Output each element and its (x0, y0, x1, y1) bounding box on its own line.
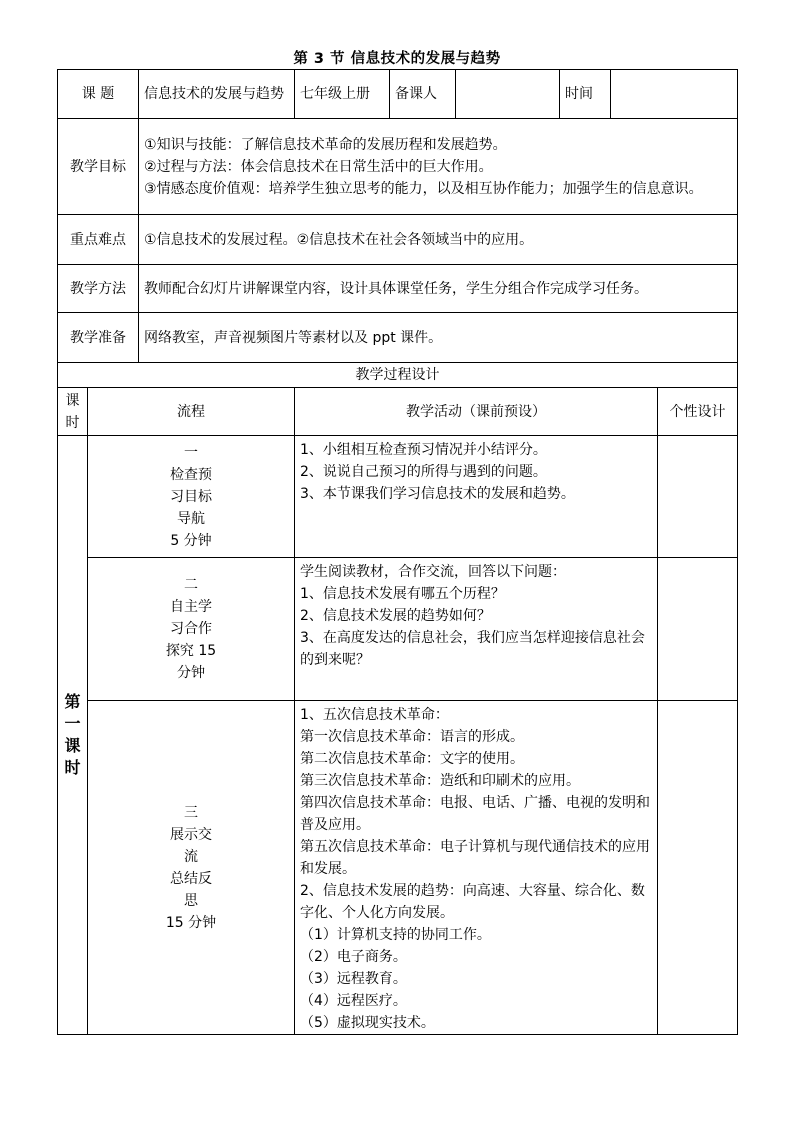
activity-line: 1、小组相互检查预习情况并小结评分。 (300, 442, 547, 458)
step-activity (295, 701, 658, 1035)
activity-line: 第四次信息技术革命：电报、电话、广播、电视的发明和普及应用。 (300, 795, 651, 833)
column-header-row (58, 388, 738, 436)
activity-line: （1）计算机支持的协同工作。 (300, 927, 491, 943)
step-personal (658, 558, 738, 701)
activity-line: （5）虚拟现实技术。 (300, 1015, 435, 1031)
activity-line: 2、信息技术发展的趋势如何？ (300, 608, 491, 624)
step-flow: 三 展示交 流 总结反 思 15 分钟 (88, 701, 295, 1035)
activity-line: （4）远程医疗。 (300, 993, 407, 1009)
objectives-content (139, 119, 738, 215)
key-points-row (58, 215, 738, 265)
period-label: 第一课时 (58, 436, 88, 1035)
step-personal (658, 436, 738, 558)
preparation-label: 教学准备 (58, 313, 139, 363)
activity-line: 第五次信息技术革命：电子计算机与现代通信技术的应用和发展。 (300, 839, 651, 877)
activity-line: 1、信息技术发展有哪五个历程？ (300, 586, 505, 602)
methods-row (58, 265, 738, 313)
objective-line: ②过程与方法：体会信息技术在日常生活中的巨大作用。 (144, 158, 493, 175)
activity-line: （2）电子商务。 (300, 949, 407, 965)
topic-label: 课 题 (58, 70, 139, 119)
key-points-label: 重点难点 (58, 215, 139, 265)
time-value (611, 70, 738, 119)
objective-line: ①知识与技能：了解信息技术革命的发展历程和发展趋势。 (144, 136, 507, 153)
activity-line: 3、在高度发达的信息社会，我们应当怎样迎接信息社会的到来呢？ (300, 630, 645, 668)
time-label: 时间 (560, 70, 611, 119)
page-title: 第 3 节 信息技术的发展与趋势 (293, 51, 501, 67)
grade-value: 七年级上册 (295, 70, 390, 119)
activity-line: 第三次信息技术革命：造纸和印刷术的应用。 (300, 773, 581, 789)
preparer-label: 备课人 (390, 70, 456, 119)
col-flow: 流程 (88, 388, 295, 436)
objective-line: ③情感态度价值观：培养学生独立思考的能力，以及相互协作能力；加强学生的信息意识。 (144, 180, 703, 197)
topic-value: 信息技术的发展与趋势 (139, 70, 295, 119)
activity-line: 第一次信息技术革命：语言的形成。 (300, 729, 525, 745)
objectives-row (58, 119, 738, 215)
objectives-label: 教学目标 (58, 119, 139, 215)
step-row (58, 701, 738, 1035)
activity-line: 第二次信息技术革命：文字的使用。 (300, 751, 525, 767)
col-period: 课时 (58, 388, 88, 436)
step-row (58, 558, 738, 701)
header-row (58, 70, 738, 119)
process-title: 教学过程设计 (58, 363, 738, 388)
step-activity (295, 558, 658, 701)
activity-line: （3）远程教育。 (300, 971, 407, 987)
step-flow: 二 自主学 习合作 探究 15 分钟 (88, 558, 295, 701)
key-points-content: ①信息技术的发展过程。②信息技术在社会各领域当中的应用。 (139, 215, 738, 265)
activity-line: 2、信息技术发展的趋势：向高速、大容量、综合化、数字化、个人化方向发展。 (300, 883, 645, 921)
preparer-value (456, 70, 560, 119)
col-personal: 个性设计 (658, 388, 738, 436)
activity-line: 2、说说自己预习的所得与遇到的问题。 (300, 464, 547, 480)
activity-line: 3、本节课我们学习信息技术的发展和趋势。 (300, 486, 575, 502)
methods-content: 教师配合幻灯片讲解课堂内容，设计具体课堂任务，学生分组合作完成学习任务。 (139, 265, 738, 313)
process-title-row (58, 363, 738, 388)
lesson-plan-table (57, 69, 738, 1035)
step-activity (295, 436, 658, 558)
activity-line: 学生阅读教材，合作交流，回答以下问题： (300, 564, 567, 580)
col-activity: 教学活动（课前预设） (295, 388, 658, 436)
preparation-row (58, 313, 738, 363)
step-personal (658, 701, 738, 1035)
methods-label: 教学方法 (58, 265, 139, 313)
step-flow: 一 检查预 习目标 导航 5 分钟 (88, 436, 295, 558)
step-row (58, 436, 738, 558)
activity-line: 1、五次信息技术革命： (300, 707, 449, 723)
preparation-content: 网络教室，声音视频图片等素材以及 ppt 课件。 (139, 313, 738, 363)
